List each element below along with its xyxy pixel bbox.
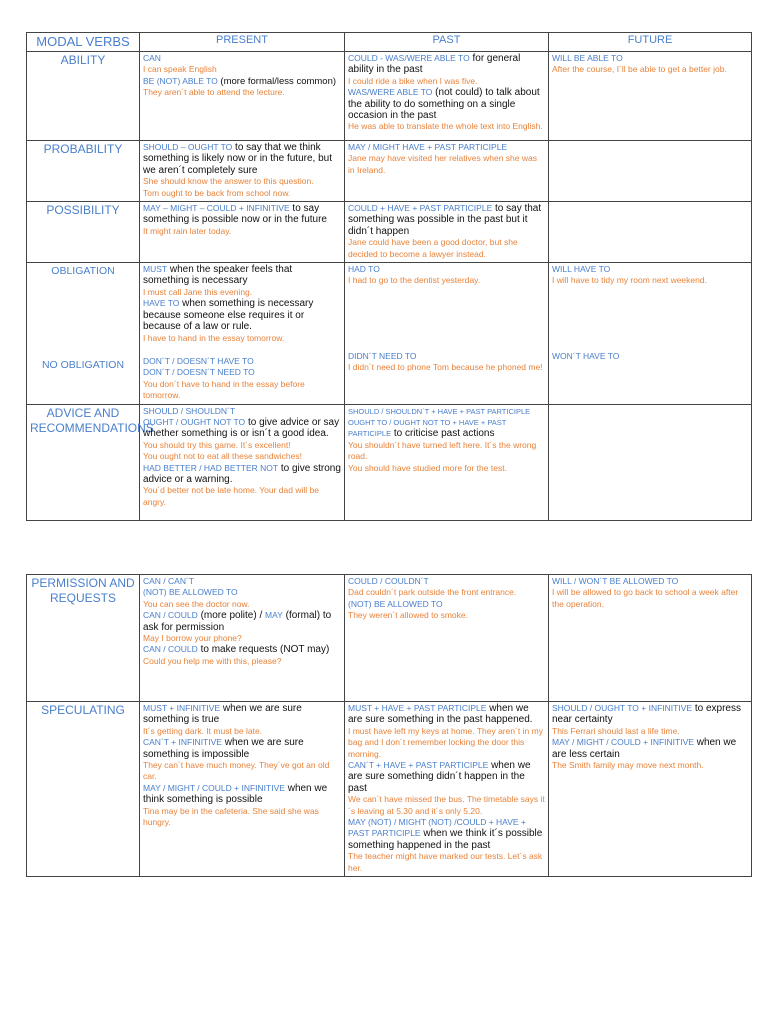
- example-sentence: You should have studied more for the test.: [348, 462, 507, 473]
- modal-form-label: DIDN´T NEED TO: [348, 350, 417, 361]
- example-sentence: I didn´t need to phone Tom because he phoned me!: [348, 362, 543, 373]
- modal-form-label: CAN / COULD: [143, 610, 198, 621]
- modal-form-label: BE (NOT) ABLE TO: [143, 75, 218, 86]
- no-obligation-label: NO OBLIGATION: [41, 359, 125, 372]
- modal-form-label: COULD / COULDN´T: [348, 576, 429, 586]
- usage-note: to say that we think something is likely now or in the future, but we aren´t completely sure: [143, 142, 332, 176]
- usage-note: when we are sure something is true: [143, 703, 302, 726]
- probability-future: [549, 141, 752, 202]
- category-probability: PROBABILITY: [27, 141, 140, 202]
- modal-form-label: CAN: [143, 53, 161, 63]
- example-sentence: You´d better not be late home. Your dad will be angry.: [143, 485, 319, 507]
- example-sentence: Tina may be in the cafeteria. She said she was hungry.: [143, 805, 319, 828]
- usage-note: to express near certainty: [552, 703, 741, 726]
- modal-form-label: MAY / MIGHT HAVE + PAST PARTICIPLE: [348, 142, 508, 152]
- example-sentence: Dad couldn´t park outside the front entrance.: [348, 587, 517, 598]
- category-advice: ADVICE AND RECOMMENDATIONS: [27, 404, 140, 520]
- modal-form-label: SHOULD – OUGHT TO: [143, 142, 233, 152]
- example-sentence: It might rain later today.: [143, 225, 232, 236]
- example-sentence: Jane could have been a good doctor, but she decided to become a lawyer instead.: [348, 237, 518, 259]
- speculating-future: [549, 702, 752, 877]
- possibility-past: [345, 202, 549, 263]
- category-obligation: [27, 263, 140, 404]
- modal-form-label: MAY / MIGHT / COULD + INFINITIVE: [143, 782, 285, 793]
- example-sentence: Tom ought to be back from school now.: [143, 187, 291, 198]
- obligation-past: [345, 263, 549, 404]
- obligation-future: [549, 263, 752, 404]
- modal-form-label: WILL BE ABLE TO: [552, 53, 623, 63]
- example-sentence: You ought not to eat all these sandwiches!: [143, 451, 302, 462]
- permission-present: [140, 575, 345, 702]
- usage-note: when we are less certain: [552, 737, 737, 760]
- example-sentence: You shouldn´t have turned left here. It´s the wrong road.: [348, 439, 537, 462]
- permission-future: [549, 575, 752, 702]
- ability-past: [345, 52, 549, 141]
- example-sentence: I will be allowed to go back to school a week after the operation.: [552, 587, 739, 609]
- category-speculating: SPECULATING: [27, 702, 140, 877]
- modal-form-label: OUGHT / OUGHT NOT TO: [143, 416, 246, 427]
- row-speculating: [27, 702, 752, 877]
- example-sentence: We can´t have missed the bus. The timetable says it´s leaving at 5.30 and it´s only 5.20.: [348, 794, 545, 816]
- permission-past: [345, 575, 549, 702]
- example-sentence: You should try this game. It´s excellent!: [143, 439, 291, 450]
- obligation-past-block: [348, 264, 545, 287]
- example-sentence: She should know the answer to this question.: [143, 176, 314, 187]
- advice-present: [140, 404, 345, 520]
- example-sentence: You can see the doctor now.: [143, 598, 250, 609]
- obligation-present-block: [143, 264, 341, 344]
- no-obligation-past-block: [348, 351, 545, 374]
- example-sentence: May I borrow your phone?: [143, 633, 242, 644]
- example-sentence: They can´t have much money. They´ve got an old car.: [143, 760, 330, 782]
- row-permission: [27, 575, 752, 702]
- usage-note: when we are sure something is impossible: [143, 737, 304, 760]
- example-sentence: He was able to translate the whole text into English.: [348, 121, 543, 132]
- example-sentence: I have to hand in the essay tomorrow.: [143, 332, 285, 343]
- example-sentence: Jane may have visited her relatives when she was in Ireland.: [348, 153, 537, 175]
- modal-verbs-table: [26, 32, 752, 521]
- modal-form-label: CAN´T + HAVE + PAST PARTICIPLE: [348, 760, 489, 771]
- example-sentence: I must call Jane this evening.: [143, 286, 253, 297]
- usage-note: for general ability in the past: [348, 53, 521, 76]
- modal-form-label: OUGHT TO / OUGHT NOT TO + HAVE + PAST PARTICIPLE: [348, 417, 507, 439]
- usage-note: (formal) to ask for permission: [143, 610, 332, 633]
- modal-form-label: MAY – MIGHT – COULD + INFINITIVE: [143, 203, 290, 214]
- possibility-future: [549, 202, 752, 263]
- modal-form-label: MAY (NOT) / MIGHT (NOT) /COULD + HAVE + PAST PARTICIPLE: [348, 817, 526, 839]
- row-obligation: [27, 263, 752, 404]
- modal-form-label: HAD TO: [348, 264, 380, 275]
- modal-form-label: WILL / WON´T BE ALLOWED TO: [552, 576, 679, 586]
- example-sentence: I will have to tidy my room next weekend.: [552, 275, 707, 286]
- obligation-future-block: [552, 264, 748, 287]
- usage-note: to criticise past actions: [391, 428, 495, 440]
- advice-past: [345, 404, 549, 520]
- probability-present: [140, 141, 345, 202]
- usage-note: (not could) to talk about the ability to do something on a single occasion in the past: [348, 87, 540, 122]
- example-sentence: They weren´t allowed to smoke.: [348, 610, 468, 621]
- modal-form-label: MUST + HAVE + PAST PARTICIPLE: [348, 703, 487, 713]
- usage-note: when we think something is possible: [143, 782, 328, 806]
- modal-form-label: (NOT) BE ALLOWED TO: [348, 598, 443, 609]
- example-sentence: The Smith family may move next month.: [552, 760, 704, 771]
- header-modal-verbs: MODAL VERBS: [27, 33, 140, 52]
- usage-note: when the speaker feels that something is necessary: [143, 264, 293, 287]
- modal-form-label: CAN / COULD: [143, 644, 198, 655]
- usage-note: to say something is possible now or in the future: [143, 203, 327, 226]
- example-sentence: After the course, I´ll be able to get a better job.: [552, 64, 727, 75]
- modal-form-label: DON´T / DOESN´T HAVE TO: [143, 355, 254, 366]
- usage-note: when we think it´s possible something happened in the past: [348, 828, 543, 851]
- possibility-present: [140, 202, 345, 263]
- usage-note: when we are sure something in the past happened.: [348, 703, 533, 726]
- example-sentence: They aren´t able to attend the lecture.: [143, 87, 285, 98]
- usage-note: when something is necessary because someone else requires it or because of a law or rule.: [143, 298, 314, 333]
- modal-form-label: HAVE TO: [143, 298, 180, 309]
- category-possibility: POSSIBILITY: [27, 202, 140, 263]
- modal-form-label: MAY: [265, 610, 283, 621]
- modal-form-label: WAS/WERE ABLE TO: [348, 87, 433, 98]
- probability-past: [345, 141, 549, 202]
- speculating-present: [140, 702, 345, 877]
- modal-form-label: SHOULD / SHOULDN´T: [143, 405, 236, 416]
- ability-present: [140, 52, 345, 141]
- row-advice: [27, 404, 752, 520]
- example-sentence: I can speak English: [143, 64, 217, 75]
- usage-note: to make requests (NOT may): [197, 644, 330, 656]
- example-sentence: This Ferrari should last a life time.: [552, 725, 680, 736]
- usage-note: to give strong advice or a warning.: [143, 462, 341, 485]
- example-sentence: I could ride a bike when I was five.: [348, 75, 478, 86]
- modal-form-label: WON´T HAVE TO: [552, 350, 620, 361]
- example-sentence: You don´t have to hand in the essay before tomorrow.: [143, 378, 305, 401]
- obligation-present: [140, 263, 345, 404]
- category-ability: ABILITY: [27, 52, 140, 141]
- modal-form-label: MUST: [143, 264, 168, 275]
- modal-form-label: MAY / MIGHT / COULD + INFINITIVE: [552, 737, 694, 748]
- speculating-past: [345, 702, 549, 877]
- modal-form-label: CAN´T + INFINITIVE: [143, 737, 222, 748]
- modal-form-label: WILL HAVE TO: [552, 264, 611, 275]
- header-past: PAST: [345, 33, 549, 52]
- example-sentence: Could you help me with this, please?: [143, 655, 282, 666]
- row-ability: [27, 52, 752, 141]
- header-present: PRESENT: [140, 33, 345, 52]
- header-future: FUTURE: [549, 33, 752, 52]
- modal-form-label: CAN / CAN´T: [143, 576, 194, 586]
- category-permission: PERMISSION AND REQUESTS: [27, 575, 140, 702]
- usage-note: to say that something was possible in the past but it didn´t happen: [348, 203, 542, 237]
- modal-form-label: (NOT) BE ALLOWED TO: [143, 587, 238, 598]
- example-sentence: The teacher might have marked our tests. Let´s ask her.: [348, 851, 543, 873]
- usage-note: when we are sure something didn´t happen in the past: [348, 760, 531, 794]
- advice-future: [549, 404, 752, 520]
- no-obligation-present-block: [143, 356, 341, 402]
- usage-note: (more polite) /: [197, 610, 266, 622]
- ability-future: [549, 52, 752, 141]
- obligation-label: OBLIGATION: [51, 265, 115, 278]
- modal-form-label: (more formal/less common): [217, 75, 337, 87]
- modal-form-label: COULD + HAVE + PAST PARTICIPLE: [348, 203, 493, 214]
- no-obligation-future-block: [552, 351, 748, 362]
- modal-form-label: SHOULD / SHOULDN´T + HAVE + PAST PARTICIPLE: [348, 406, 531, 416]
- example-sentence: I must have left my keys at home. They aren´t in my bag and I don´t remember locking the door this morning.: [348, 725, 543, 759]
- modal-verbs-table-2: [26, 574, 752, 877]
- example-sentence: I had to go to the dentist yesterday.: [348, 275, 481, 286]
- modal-form-label: COULD - WAS/WERE ABLE TO: [348, 53, 470, 63]
- row-probability: [27, 141, 752, 202]
- header-row: [27, 33, 752, 52]
- modal-form-label: DON´T / DOESN´T NEED TO: [143, 367, 255, 378]
- example-sentence: It´s getting dark. It must be late.: [143, 725, 263, 736]
- modal-form-label: MUST + INFINITIVE: [143, 703, 221, 713]
- modal-form-label: SHOULD / OUGHT TO + INFINITIVE: [552, 703, 693, 713]
- modal-form-label: HAD BETTER / HAD BETTER NOT: [143, 462, 279, 473]
- row-possibility: [27, 202, 752, 263]
- usage-note: to give advice or say whether something is or isn´t a good idea.: [143, 416, 340, 440]
